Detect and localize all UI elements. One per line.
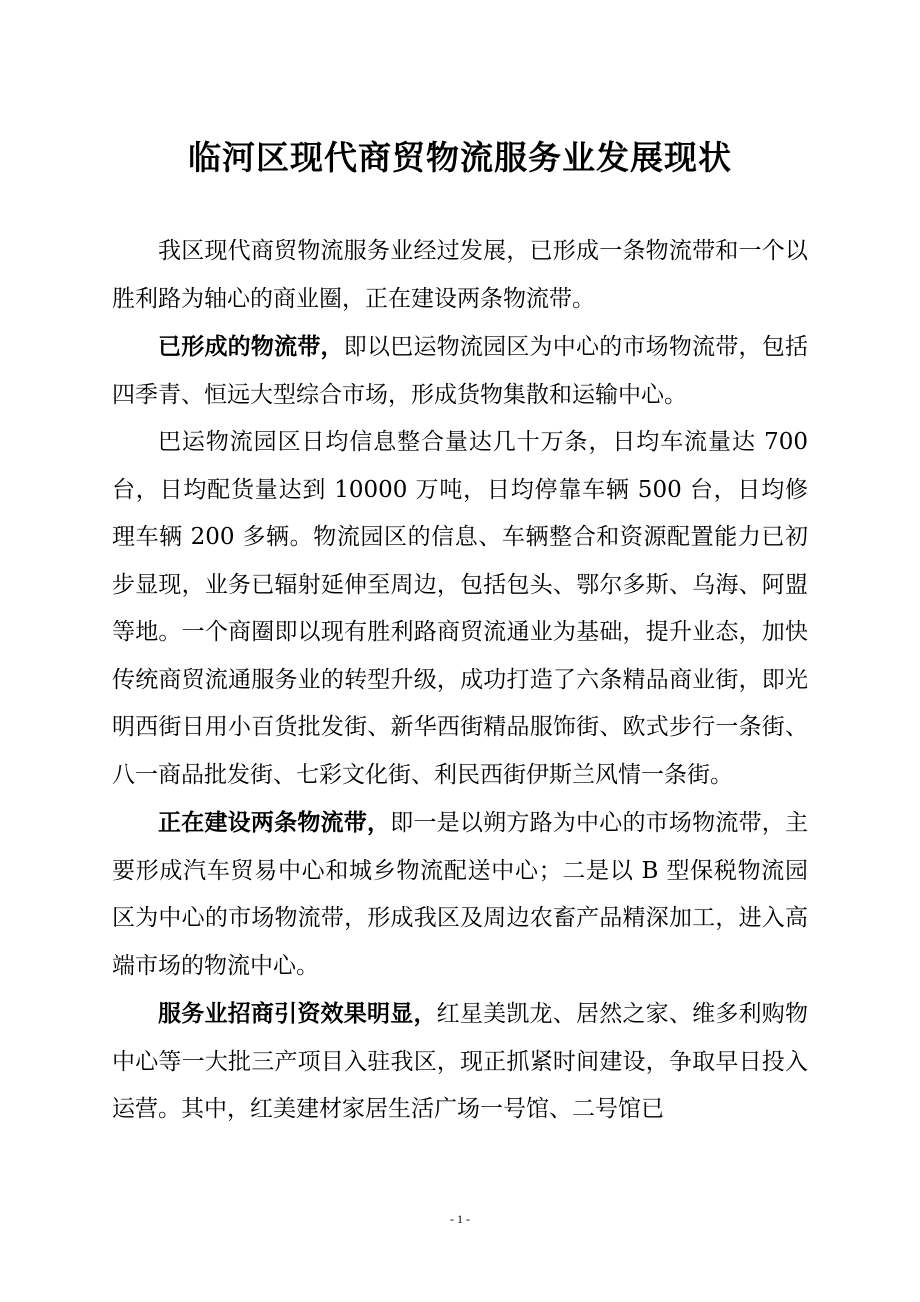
document-title: 临河区现代商贸物流服务业发展现状 bbox=[188, 138, 732, 177]
paragraph-lead: 服务业招商引资效果明显， bbox=[158, 1000, 437, 1027]
page-number: - 1 - bbox=[450, 1212, 470, 1226]
paragraph-investment bbox=[112, 990, 808, 1134]
paragraph-text: 巴运物流园区日均信息整合量达几十万条，日均车流量达 700 台，日均配货量达到 10000 万吨，日均停靠车辆 500 台，日均修理车辆 200 多辆。物流园区的信息、车辆整合和资源配置能力已初步显现，业务已辐射延伸至周边，包括包头、鄂尔多斯、乌海、阿盟等地。一个商圈即以现有胜利路商贸流通业为基础，提升业态，加快传统商贸流通服务业的转型升级，成功打造了六条精品商业街，即光明西街日用小百货批发街、新华西街精品服饰街、欧式步行一条街、八一商品批发街、七彩文化街、利民西街伊斯兰风情一条街。 bbox=[112, 429, 808, 788]
document-body bbox=[112, 228, 808, 1134]
paragraph-text: 红星美凯龙、居然之家、维多利购物中心等一大批三产项目入驻我区，现正抓紧时间建设，争取早日投入运营。其中，红美建材家居生活广场一号馆、二号馆已 bbox=[112, 1001, 809, 1122]
paragraph-planned-logistics-belts bbox=[112, 799, 808, 990]
paragraph-text: 我区现代商贸物流服务业经过发展，已形成一条物流带和一个以胜利路为轴心的商业圈，正在建设两条物流带。 bbox=[112, 238, 808, 312]
paragraph-existing-logistics-belt bbox=[112, 323, 808, 419]
paragraph-lead: 已形成的物流带， bbox=[158, 333, 344, 360]
paragraph-text: 即一是以朔方路为中心的市场物流带，主要形成汽车贸易中心和城乡物流配送中心；二是以 B 型保税物流园区为中心的市场物流带，形成我区及周边农畜产品精深加工，进入高端市场的物流中心。 bbox=[112, 810, 809, 979]
paragraph-lead: 正在建设两条物流带， bbox=[158, 809, 391, 836]
paragraph-bayun-logistics-park bbox=[112, 419, 808, 799]
paragraph-text: 即以巴运物流园区为中心的市场物流带，包括四季青、恒远大型综合市场，形成货物集散和运输中心。 bbox=[112, 334, 809, 408]
paragraph-intro bbox=[112, 228, 808, 323]
